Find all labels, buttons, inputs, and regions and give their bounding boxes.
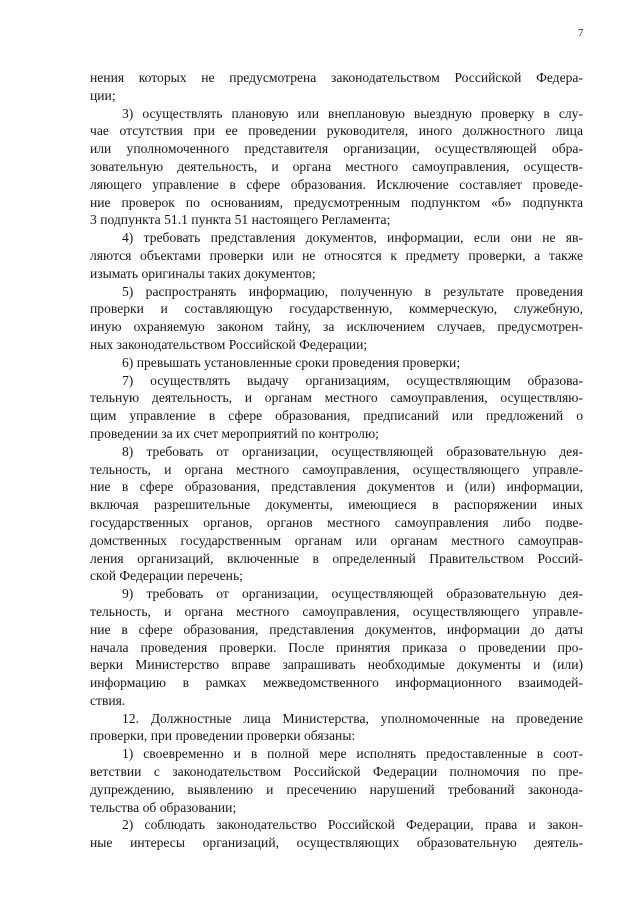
text-line: 9) требовать от организации, осуществляющей образовательную дея- bbox=[122, 586, 583, 602]
text-line: ции; bbox=[90, 87, 116, 103]
text-line: проверки и составляющую государственную, коммерческую, служебную, bbox=[90, 301, 583, 317]
text-line: дупреждению, выявлению и пресечению нарушений требований законода- bbox=[90, 781, 583, 797]
text-line: 3) осуществлять плановую или внеплановую выездную проверку в слу- bbox=[122, 105, 583, 121]
text-line: 5) распространять информацию, полученную в результате проведения bbox=[122, 283, 583, 299]
text-line: 2) соблюдать законодательство Российской Федерации, права и закон- bbox=[122, 817, 583, 833]
text-line: ние в сфере образования, представления документов, информации до даты bbox=[90, 621, 583, 637]
text-line: ние проверок по основаниям, предусмотренным подпунктом «б» подпункта bbox=[90, 194, 583, 210]
text-line: домственных государственным органам или органам местного самоуправ- bbox=[90, 532, 583, 548]
text-line: ние в сфере образования, представления документов и (или) информации, bbox=[90, 479, 583, 495]
text-line: начала проведения проверки. После принятия приказа о проведении про- bbox=[90, 639, 583, 655]
text-line: иную охраняемую законом тайну, за исключением случаев, предусмотрен- bbox=[90, 319, 583, 335]
text-line: изымать оригиналы таких документов; bbox=[90, 265, 316, 281]
text-line: ных законодательством Российской Федерации; bbox=[90, 336, 368, 352]
text-line: или уполномоченного представителя организации, осуществляющей обра- bbox=[90, 141, 583, 157]
text-line: ской Федерации перечень; bbox=[90, 568, 243, 584]
text-line: проведении за их счет мероприятий по контролю; bbox=[90, 425, 379, 441]
text-line: 4) требовать представления документов, информации, если они не яв- bbox=[122, 230, 583, 246]
text-line: щим управление в сфере образования, предписаний или предложений о bbox=[90, 408, 583, 424]
text-line: 1) своевременно и в полной мере исполнять предоставленные в соот- bbox=[122, 746, 583, 762]
text-line: 12. Должностные лица Министерства, уполномоченные на проведение bbox=[122, 710, 583, 726]
text-line: зовательную деятельность, и органа местного самоуправления, осуществ- bbox=[90, 158, 583, 174]
text-line: нения которых не предусмотрена законодательством Российской Федера- bbox=[90, 70, 583, 85]
text-line: ляются объектами проверки или не относятся к предмету проверки, а также bbox=[90, 247, 583, 263]
text-line: тельность, и органа местного самоуправления, осуществляющего управле- bbox=[90, 461, 583, 477]
page-number: 7 bbox=[578, 27, 584, 39]
text-line: проверки, при проведении проверки обязаны: bbox=[90, 728, 356, 744]
text-line: государственных органов, органов местного самоуправления либо подве- bbox=[90, 514, 583, 530]
text-line: ления организаций, включенные в определенный Правительством Россий- bbox=[90, 550, 583, 566]
text-line: 8) требовать от организации, осуществляющей образовательную дея- bbox=[122, 443, 583, 459]
text-line: тельную деятельность, и органам местного самоуправления, осуществляю- bbox=[90, 390, 583, 406]
body-text bbox=[90, 69, 583, 852]
text-line: включая разрешительные документы, имеющиеся в распоряжении иных bbox=[90, 497, 583, 513]
text-line: информацию в рамках межведомственного информационного взаимодей- bbox=[90, 675, 583, 691]
text-line: верки Министерство вправе запрашивать необходимые документы и (или) bbox=[90, 657, 583, 673]
text-line: 6) превышать установленные сроки проведения проверки; bbox=[122, 354, 461, 370]
text-line: 7) осуществлять выдачу организациям, осуществляющим образова- bbox=[122, 372, 583, 388]
text-line: ветствии с законодательством Российской Федерации полномочия по пре- bbox=[90, 764, 583, 780]
text-line: чае отсутствия при ее проведении руководителя, иного должностного лица bbox=[90, 123, 583, 139]
text-line: 3 подпункта 51.1 пункта 51 настоящего Регламента; bbox=[90, 212, 391, 228]
text-line: тельность, и органа местного самоуправления, осуществляющего управле- bbox=[90, 603, 583, 619]
text-line: ствия. bbox=[90, 692, 126, 708]
text-line: ные интересы организаций, осуществляющих образовательную деятель- bbox=[90, 835, 583, 851]
text-line: ляющего управление в сфере образования. Исключение составляет проведе- bbox=[90, 176, 583, 192]
text-line: тельства об образовании; bbox=[90, 799, 237, 815]
